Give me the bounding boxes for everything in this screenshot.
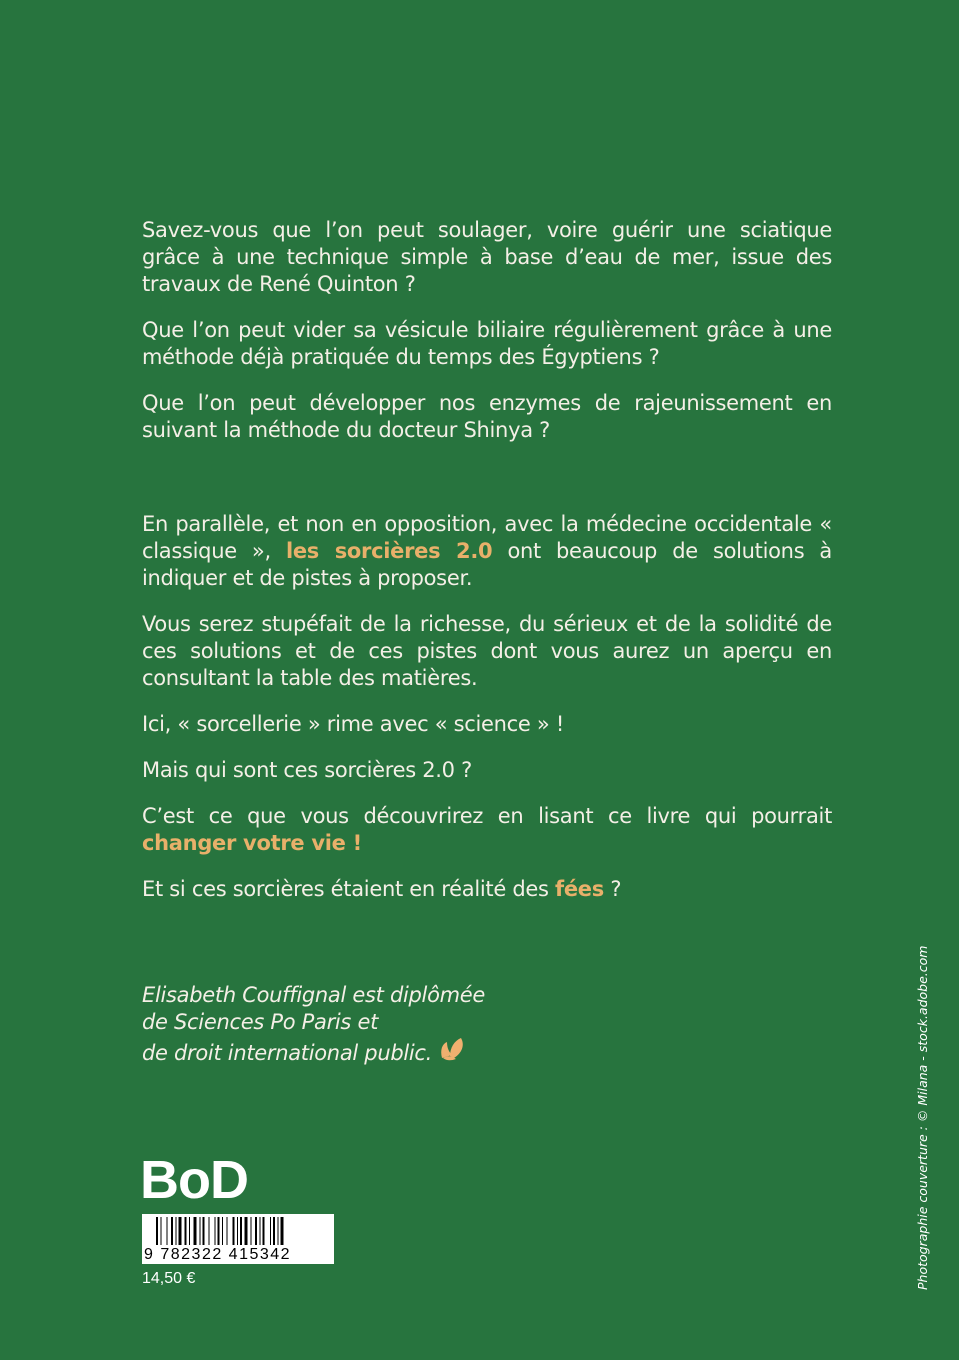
isbn-number: 9 782322 415342 [144, 1246, 292, 1263]
paragraph-gallbladder: Que l’on peut vider sa vésicule biliaire régulièrement grâce à une méthode déjà pratiquée du temps des Égyptiens ? [142, 318, 832, 369]
paragraph-discover [142, 803, 832, 857]
paragraph-parallel-end: ont beaucoup de solutions à indiquer et de pistes à proposer. [142, 539, 833, 590]
paragraph-enzymes: Que l’on peut développer nos enzymes de rajeunissement en suivant la méthode du docteur Shinya ? [142, 391, 832, 442]
leaf-icon [438, 1036, 468, 1069]
paragraph-sciatica: Savez-vous que l’on peut soulager, voire guérir une sciatique grâce à une technique simple à base d’eau de mer, issue des travaux de René Quinton ? [142, 218, 832, 296]
barcode [142, 1214, 334, 1264]
highlight-change-life: changer votre vie ! [142, 831, 362, 855]
paragraph-parallel [142, 511, 832, 592]
paragraph-discover-start: C’est ce que vous découvrirez en lisant ce livre qui pourrait [142, 804, 832, 828]
author-bio-line-1: Elisabeth Couffignal est diplômée [142, 983, 486, 1007]
publisher-logo: BoD [140, 1150, 248, 1210]
paragraph-fairies-start: Et si ces sorcières étaient en réalité des [142, 877, 556, 901]
body-section [142, 511, 832, 903]
paragraph-parallel-start: En parallèle, et non en opposition, avec la médecine occidentale « classique », [142, 512, 832, 563]
paragraph-fairies [142, 876, 832, 903]
paragraph-fairies-end: ? [603, 877, 622, 901]
highlight-sorcieres: les sorcières 2.0 [285, 539, 493, 563]
paragraph-richness: Vous serez stupéfait de la richesse, du sérieux et de la solidité de ces solutions et de ces pistes dont vous aurez un aperçu en consultant la table des matières. [142, 612, 832, 690]
intro-section [142, 217, 832, 444]
author-bio-line-2: de Sciences Po Paris et [142, 1010, 379, 1034]
barcode-bars [156, 1217, 326, 1245]
photo-credit: Photographie couverture : © Milana - stock.adobe.com [915, 945, 930, 1290]
price: 14,50 € [142, 1270, 196, 1287]
author-bio-line-3-wrap [142, 1036, 485, 1069]
author-bio-line-3: de droit international public. [142, 1041, 433, 1065]
paragraph-question: Mais qui sont ces sorcières 2.0 ? [142, 758, 472, 782]
paragraph-science: Ici, « sorcellerie » rime avec « science » ! [142, 712, 564, 736]
highlight-fees: fées [555, 877, 604, 901]
author-bio [142, 982, 485, 1069]
